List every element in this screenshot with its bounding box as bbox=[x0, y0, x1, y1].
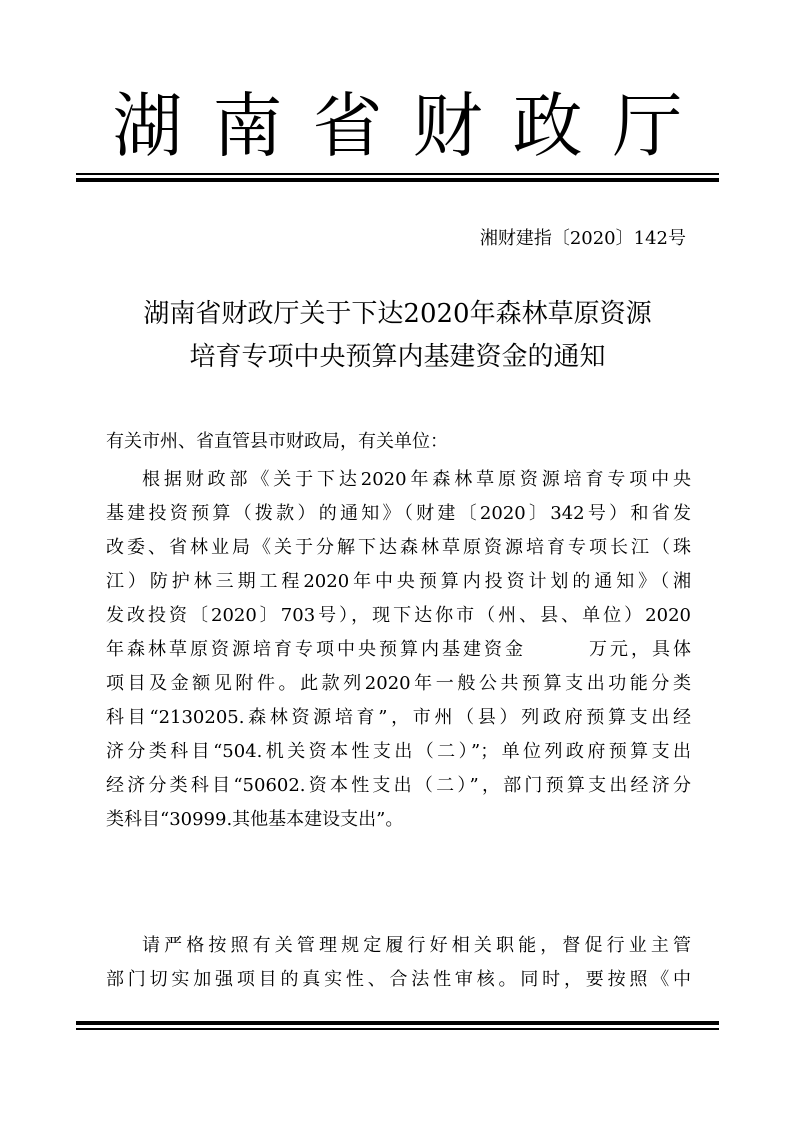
document-title-line: 培育专项中央预算内基建资金的通知 bbox=[189, 342, 606, 372]
paragraph-line: 改委、省林业局《关于分解下达森林草原资源培育专项长江（珠 bbox=[106, 537, 691, 558]
document-title-line: 湖南省财政厅关于下达2020年森林草原资源 bbox=[143, 299, 652, 329]
paragraph-line: 发改投资〔2020〕703号），现下达你市（州、县、单位）2020 bbox=[106, 605, 691, 626]
paragraph-line: 科目“2130205.森林资源培育”，市州（县）列政府预算支出经 bbox=[106, 707, 691, 728]
header-thin-rule bbox=[76, 173, 719, 175]
document-number: 湘财建指〔2020〕142号 bbox=[479, 228, 686, 249]
document-title bbox=[76, 293, 719, 379]
paragraph-line: 经济分类科目“50602.资本性支出（二）”，部门预算支出经济分 bbox=[106, 775, 691, 796]
paragraph-line: 江）防护林三期工程2020年中央预算内投资计划的通知》（湘 bbox=[106, 571, 691, 592]
footer-thin-rule bbox=[76, 1028, 719, 1030]
paragraph-line: 项目及金额见附件。此款列2020年一般公共预算支出功能分类 bbox=[106, 673, 691, 694]
salutation: 有关市州、省直管县市财政局，有关单位： bbox=[106, 431, 448, 452]
paragraph-line: 请严格按照有关管理规定履行好相关职能，督促行业主管 bbox=[142, 935, 691, 956]
paragraph-line: 年森林草原资源培育专项中央预算内基建资金 万元，具体 bbox=[106, 639, 691, 660]
issuing-authority-title: 湖南省财政厅 bbox=[112, 85, 713, 167]
paragraph-line: 部门切实加强项目的真实性、合法性审核。同时，要按照《中 bbox=[106, 969, 691, 990]
footer-thick-rule bbox=[76, 1021, 719, 1025]
paragraph-line: 济分类科目“504.机关资本性支出（二）”；单位列政府预算支出 bbox=[106, 741, 691, 762]
body-paragraph-1 bbox=[106, 463, 691, 837]
paragraph-line: 根据财政部《关于下达2020年森林草原资源培育专项中央 bbox=[142, 469, 691, 490]
header-thick-rule bbox=[76, 178, 719, 182]
paragraph-line: 类科目“30999.其他基本建设支出”。 bbox=[106, 809, 404, 830]
body-paragraph-2 bbox=[106, 929, 691, 997]
paragraph-line: 基建投资预算（拨款）的通知》（财建〔2020〕342号）和省发 bbox=[106, 503, 691, 524]
